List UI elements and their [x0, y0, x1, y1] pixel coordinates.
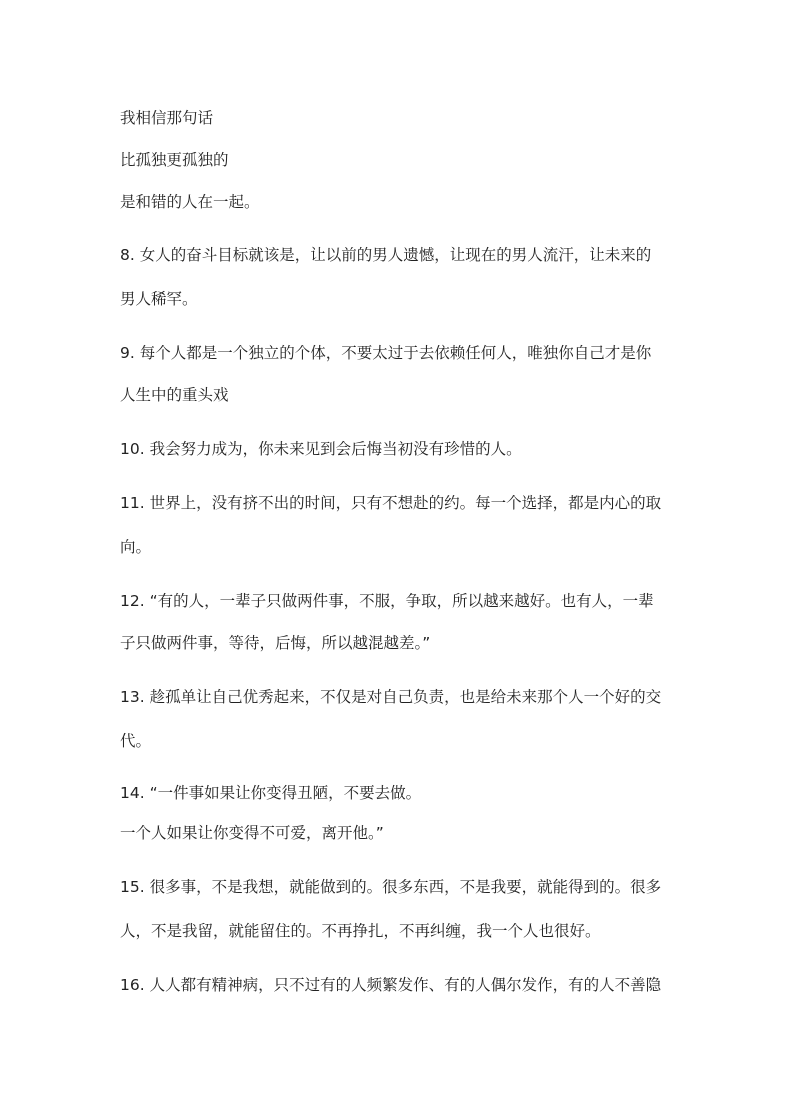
text-line: 16. 人人都有精神病，只不过有的人频繁发作、有的人偶尔发作，有的人不善隐: [120, 976, 662, 994]
text-line: 11. 世界上，没有挤不出的时间，只有不想赴的约。每一个选择，都是内心的取: [120, 494, 662, 512]
text-line: 比孤独更孤独的: [120, 151, 229, 169]
text-line: 人生中的重头戏: [120, 386, 229, 404]
text-line: 10. 我会努力成为，你未来见到会后悔当初没有珍惜的人。: [120, 440, 522, 458]
text-line: 12. “有的人，一辈子只做两件事，不服，争取，所以越来越好。也有人，一辈: [120, 592, 654, 610]
text-line: 14. “一件事如果让你变得丑陋，不要去做。: [120, 784, 422, 802]
text-line: 子只做两件事，等待，后悔，所以越混越差。”: [120, 634, 431, 652]
text-line: 15. 很多事，不是我想，就能做到的。很多东西，不是我要，就能得到的。很多: [120, 878, 662, 896]
text-line: 向。: [120, 538, 152, 556]
text-line: 人，不是我留，就能留住的。不再挣扎，不再纠缠，我一个人也很好。: [120, 922, 601, 940]
text-line: 9. 每个人都是一个独立的个体，不要太过于去依赖任何人，唯独你自己才是你: [120, 344, 652, 362]
text-line: 一个人如果让你变得不可爱，离开他。”: [120, 824, 384, 842]
text-line: 13. 趁孤单让自己优秀起来，不仅是对自己负责，也是给未来那个人一个好的交: [120, 688, 662, 706]
text-line: 是和错的人在一起。: [120, 193, 260, 211]
text-line: 我相信那句话: [120, 109, 214, 127]
text-line: 8. 女人的奋斗目标就该是，让以前的男人遗憾，让现在的男人流汗，让未来的: [120, 246, 652, 264]
text-line: 代。: [120, 732, 152, 750]
text-line: 男人稀罕。: [120, 290, 198, 308]
